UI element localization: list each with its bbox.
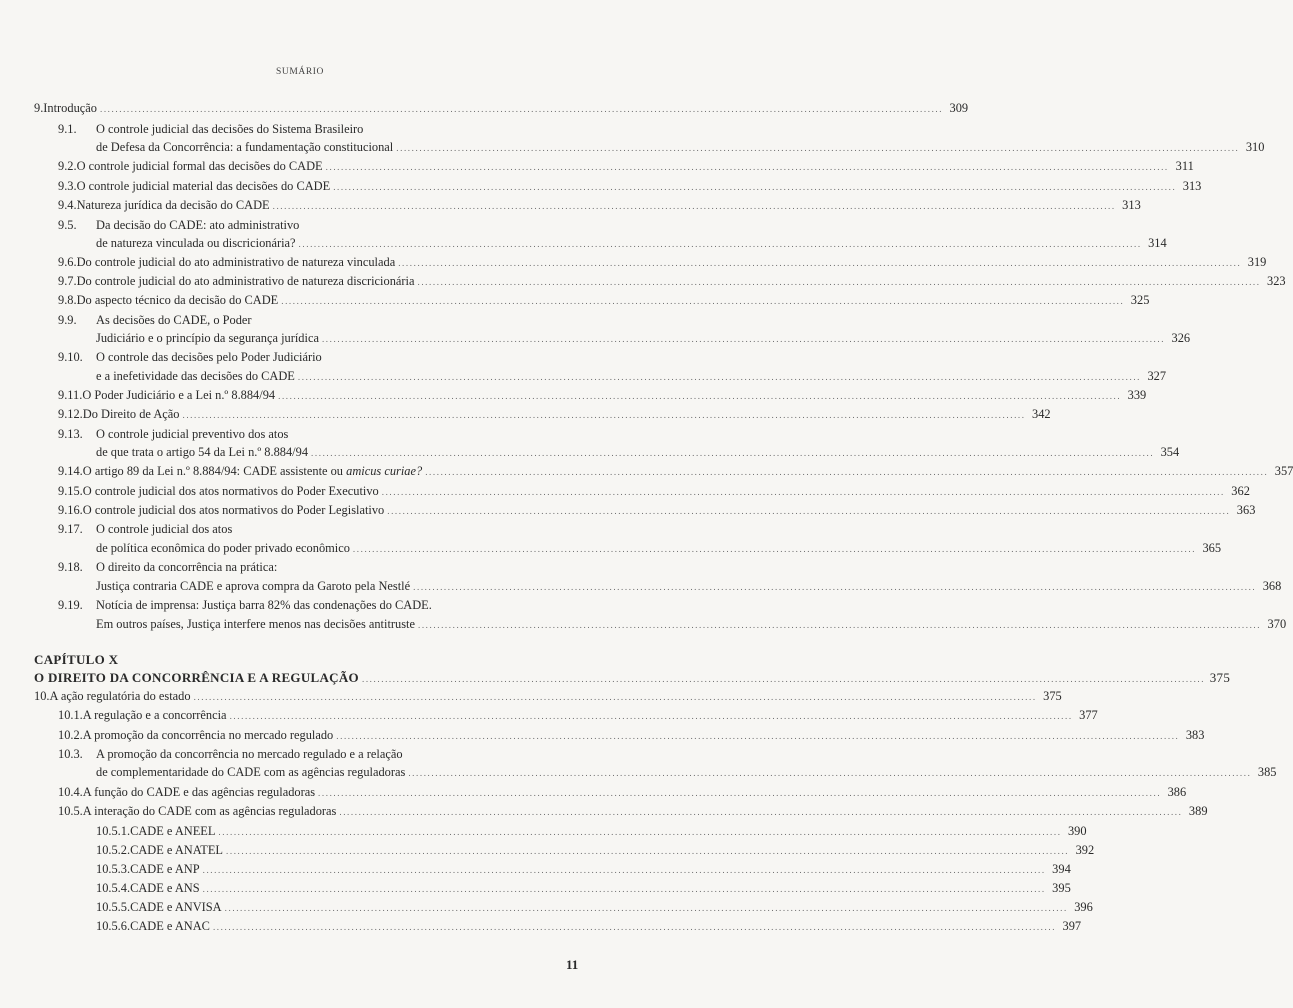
toc-page: 339 — [1127, 388, 1147, 402]
leader-dots — [408, 766, 1251, 781]
leader-dots — [226, 844, 1069, 859]
toc-title: de Defesa da Concorrência: a fundamentação constitucional — [96, 140, 394, 154]
toc-page: 327 — [1147, 369, 1167, 383]
leader-dots — [396, 141, 1239, 156]
leader-dots — [281, 294, 1124, 309]
toc-page: 385 — [1257, 765, 1277, 779]
toc-page: 375 — [1209, 670, 1231, 685]
toc-number: 10.2. — [58, 728, 83, 742]
toc-entry-continued — [96, 331, 1191, 347]
toc-title: CADE e ANS — [130, 881, 200, 895]
toc-page: 314 — [1148, 236, 1167, 250]
toc-title: O controle das decisões pelo Poder Judiciário — [96, 350, 322, 364]
toc-title: O controle judicial material das decisões do CADE — [76, 179, 331, 193]
toc-page: 395 — [1052, 881, 1071, 895]
toc-number: 10.1. — [58, 708, 83, 722]
toc-number: 9. — [34, 101, 44, 115]
leader-dots — [326, 160, 1169, 175]
toc-title: de complementaridade do CADE com as agências reguladoras — [96, 765, 406, 779]
toc-page: 313 — [1182, 179, 1202, 193]
toc-page: 389 — [1188, 804, 1208, 818]
toc-number: 9.1. — [58, 122, 77, 136]
leader-dots — [278, 389, 1121, 404]
toc-page: 363 — [1236, 503, 1256, 517]
leader-dots — [218, 825, 1061, 840]
toc-entry — [58, 350, 585, 365]
toc-page: 386 — [1167, 785, 1187, 799]
toc-entry — [58, 728, 1205, 744]
toc-title: A ação regulatória do estado — [49, 689, 191, 703]
toc-page: 375 — [1043, 689, 1062, 703]
toc-number: 9.13. — [58, 427, 83, 441]
toc-number: 9.16. — [58, 503, 83, 517]
toc-entry-continued — [96, 765, 1277, 781]
leader-dots — [298, 370, 1141, 385]
toc-entry — [58, 464, 1293, 480]
toc-number: 9.14. — [58, 464, 83, 478]
toc-title: O controle judicial dos atos — [96, 522, 233, 536]
toc-number: 9.6. — [58, 255, 77, 269]
toc-title: A promoção da concorrência no mercado regulado — [82, 728, 334, 742]
toc-title-after: ? — [415, 464, 423, 478]
toc-entry-continued — [96, 445, 1180, 461]
toc-number: 9.12. — [58, 407, 83, 421]
toc-title: O direito da concorrência na prática: — [96, 560, 278, 574]
toc-title: de política econômica do poder privado econômico — [96, 541, 350, 555]
toc-entry — [58, 255, 1267, 271]
toc-entry — [58, 503, 1256, 519]
toc-number: 10.5.1. — [96, 824, 131, 838]
toc-entry — [58, 198, 1141, 214]
toc-title: A promoção da concorrência no mercado regulado e a relação — [96, 747, 403, 761]
toc-number: 10.5.4. — [96, 881, 131, 895]
toc-entry — [58, 522, 585, 537]
toc-title: Justiça contraria CADE e aprova compra da Garoto pela Nestlé — [96, 579, 411, 593]
leader-dots — [425, 465, 1268, 480]
chapter-heading — [34, 652, 585, 667]
toc-title-text: O artigo 89 da Lei n.º 8.884/94: CADE assistente ou — [82, 464, 344, 478]
chapter-number: CAPÍTULO X — [34, 652, 119, 667]
toc-title: A função do CADE e das agências reguladoras — [82, 785, 316, 799]
toc-entry-continued — [96, 140, 1265, 156]
toc-number: 10.5.3. — [96, 862, 131, 876]
leader-dots — [339, 805, 1182, 820]
toc-title: Do Direito de Ação — [82, 407, 180, 421]
toc-entry — [58, 708, 1098, 724]
toc-page: 309 — [949, 101, 969, 115]
toc-entry — [58, 407, 1051, 423]
toc-title: A interação do CADE com as agências reguladoras — [82, 804, 337, 818]
leader-dots — [398, 256, 1241, 271]
leader-dots — [203, 863, 1046, 878]
toc-number: 10.4. — [58, 785, 83, 799]
leader-dots — [273, 199, 1116, 214]
toc-number: 9.5. — [58, 218, 77, 232]
chapter-title: O DIREITO DA CONCORRÊNCIA E A REGULAÇÃO — [34, 670, 359, 685]
toc-entry — [58, 560, 585, 575]
toc-page: 323 — [1267, 274, 1286, 288]
toc-entry — [58, 122, 585, 137]
toc-entry — [58, 747, 585, 762]
toc-title: Do controle judicial do ato administrativo de natureza discricionária — [76, 274, 415, 288]
toc-entry — [58, 293, 1150, 309]
toc-entry — [34, 101, 969, 117]
toc-entry — [58, 218, 585, 233]
toc-page: 390 — [1067, 824, 1087, 838]
toc-number: 10.5.5. — [96, 900, 131, 914]
toc-page: 310 — [1245, 140, 1265, 154]
toc-title: Natureza jurídica da decisão do CADE — [76, 198, 270, 212]
toc-entry-continued — [96, 236, 1167, 252]
leader-dots — [336, 729, 1179, 744]
toc-title: Em outros países, Justiça interfere menos nas decisões antitruste — [96, 617, 415, 631]
leader-dots — [100, 102, 943, 117]
toc-entry — [58, 427, 585, 442]
toc-title: CADE e ANATEL — [130, 843, 223, 857]
toc-title: e a inefetividade das decisões do CADE — [96, 369, 295, 383]
toc-number: 9.9. — [58, 313, 77, 327]
leader-dots — [225, 901, 1068, 916]
toc-title: de que trata o artigo 54 da Lei n.º 8.884/94 — [96, 445, 309, 459]
toc-title-italic: amicus curiae — [346, 464, 416, 478]
toc-entry — [58, 785, 1187, 801]
toc-page: 325 — [1130, 293, 1150, 307]
leader-dots — [182, 408, 1025, 423]
leader-dots — [230, 709, 1073, 724]
toc-entry — [96, 843, 1095, 859]
toc-number: 9.8. — [58, 293, 77, 307]
toc-entry — [58, 484, 1250, 500]
toc-page: 396 — [1074, 900, 1093, 914]
leader-dots — [382, 485, 1225, 500]
leader-dots — [387, 504, 1230, 519]
toc-entry — [58, 804, 1208, 820]
toc-title: CADE e ANEEL — [130, 824, 216, 838]
toc-entry-continued — [96, 369, 1167, 385]
toc-page: 311 — [1175, 159, 1194, 173]
toc-page: 370 — [1267, 617, 1287, 631]
toc-number: 9.19. — [58, 598, 83, 612]
toc-title: Introdução — [43, 101, 97, 115]
toc-title: O controle judicial formal das decisões do CADE — [76, 159, 323, 173]
toc-title: O controle judicial das decisões do Sistema Brasileiro — [96, 122, 364, 136]
toc-entry-continued — [96, 579, 1282, 595]
leader-dots — [203, 882, 1046, 897]
toc-entry-continued — [96, 617, 1287, 633]
toc-entry — [58, 313, 585, 328]
toc-entry — [96, 824, 1087, 840]
toc-page: 365 — [1202, 541, 1222, 555]
toc-number: 10.5.2. — [96, 843, 131, 857]
toc-title: A regulação e a concorrência — [82, 708, 227, 722]
leader-dots — [333, 180, 1176, 195]
toc-number: 9.7. — [58, 274, 77, 288]
page-number: 11 — [566, 957, 579, 972]
toc-page: 394 — [1052, 862, 1071, 876]
leader-dots — [194, 690, 1037, 705]
toc-page: 342 — [1032, 407, 1051, 421]
toc-page: 354 — [1160, 445, 1180, 459]
toc-title: O controle judicial preventivo dos atos — [96, 427, 289, 441]
toc-title: CADE e ANP — [130, 862, 200, 876]
toc-page: 377 — [1079, 708, 1098, 722]
toc-title: Judiciário e o princípio da segurança jurídica — [96, 331, 319, 345]
toc-page: 362 — [1231, 484, 1250, 498]
toc-entry — [58, 274, 1286, 290]
leader-dots — [213, 920, 1056, 935]
toc-title: Do aspecto técnico da decisão do CADE — [76, 293, 279, 307]
leader-dots — [299, 237, 1142, 252]
toc-number: 9.3. — [58, 179, 77, 193]
toc-title: de natureza vinculada ou discricionária? — [96, 236, 296, 250]
leader-dots — [311, 446, 1154, 461]
toc-entry — [58, 179, 1202, 195]
toc-entry — [96, 900, 1093, 916]
toc-number: 10. — [34, 689, 50, 703]
toc-number: 10.5. — [58, 804, 83, 818]
toc-entry — [96, 881, 1071, 897]
toc-title: Do controle judicial do ato administrativo de natureza vinculada — [76, 255, 396, 269]
toc-entry — [58, 388, 1147, 404]
toc-entry — [96, 862, 1071, 878]
toc-page: 397 — [1062, 919, 1082, 933]
toc-entry-continued — [96, 541, 1222, 557]
toc-number: 9.18. — [58, 560, 83, 574]
toc-title: CADE e ANVISA — [130, 900, 222, 914]
leader-dots — [418, 618, 1261, 633]
toc-entry — [58, 598, 585, 613]
toc-number: 9.11. — [58, 388, 83, 402]
toc-number: 9.10. — [58, 350, 83, 364]
toc-number: 9.4. — [58, 198, 77, 212]
leader-dots — [417, 275, 1260, 290]
leader-dots — [318, 786, 1161, 801]
toc-title — [83, 464, 422, 479]
toc-title: As decisões do CADE, o Poder — [96, 313, 252, 327]
toc-page: 368 — [1262, 579, 1282, 593]
leader-dots — [322, 332, 1165, 347]
toc-page: 357 — [1274, 464, 1293, 478]
toc-number: 9.15. — [58, 484, 83, 498]
toc-page: 326 — [1171, 331, 1191, 345]
toc-title: Da decisão do CADE: ato administrativo — [96, 218, 300, 232]
toc-page: 319 — [1247, 255, 1267, 269]
toc-page: 383 — [1185, 728, 1205, 742]
toc-title: O controle judicial dos atos normativos do Poder Executivo — [82, 484, 379, 498]
toc-number: 10.3. — [58, 747, 83, 761]
toc-number: 10.5.6. — [96, 919, 131, 933]
leader-dots — [362, 672, 1205, 687]
toc-page: 313 — [1122, 198, 1141, 212]
toc-entry — [34, 689, 1062, 705]
toc-entry — [58, 159, 1194, 175]
toc-number: 9.2. — [58, 159, 77, 173]
chapter-title-entry — [34, 670, 1231, 687]
toc-title: Notícia de imprensa: Justiça barra 82% das condenações do CADE. — [96, 598, 432, 612]
toc-title: O Poder Judiciário e a Lei n.º 8.884/94 — [82, 388, 276, 402]
toc-page: 392 — [1075, 843, 1095, 857]
toc-title: O controle judicial dos atos normativos do Poder Legislativo — [82, 503, 385, 517]
leader-dots — [413, 580, 1256, 595]
toc-entry — [96, 919, 1082, 935]
toc-number: 9.17. — [58, 522, 83, 536]
leader-dots — [353, 542, 1196, 557]
running-header: SUMÁRIO — [275, 67, 324, 77]
toc-title: CADE e ANAC — [130, 919, 210, 933]
